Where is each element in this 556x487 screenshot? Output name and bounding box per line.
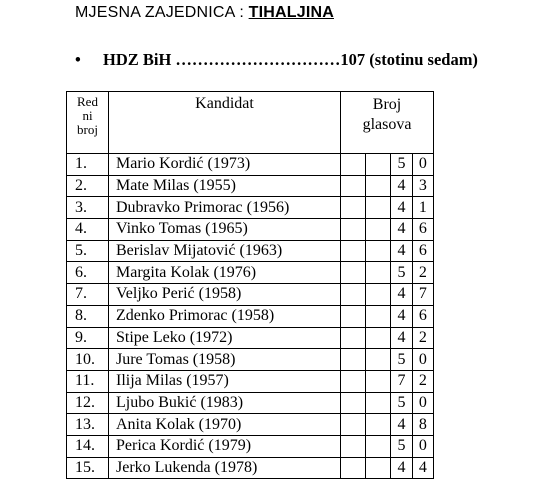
header-red-line-3: broj [77, 122, 98, 137]
empty-digit-cell [341, 305, 366, 327]
empty-digit-cell [341, 154, 366, 176]
table-row [67, 327, 434, 349]
candidate-name: Perica Kordić (1979) [109, 435, 341, 457]
candidate-name: Ilija Milas (1957) [109, 370, 341, 392]
votes-digit-units: 6 [412, 219, 433, 241]
empty-digit-cell [341, 284, 366, 306]
empty-digit-cell [341, 392, 366, 414]
table-row [67, 154, 434, 176]
table-row [67, 435, 434, 457]
party-result-text: HDZ BiH …………………………107 (stotinu sedam) [103, 50, 478, 69]
votes-digit-units: 0 [412, 349, 433, 371]
empty-digit-cell [366, 197, 391, 219]
table-header-row [67, 92, 434, 154]
table-row [67, 197, 434, 219]
empty-digit-cell [341, 219, 366, 241]
empty-digit-cell [366, 392, 391, 414]
table-row [67, 349, 434, 371]
candidate-name: Anita Kolak (1970) [109, 414, 341, 436]
votes-digit-tens: 4 [391, 219, 412, 241]
empty-digit-cell [366, 219, 391, 241]
table-row [67, 262, 434, 284]
empty-digit-cell [366, 154, 391, 176]
table-row [67, 284, 434, 306]
votes-digit-tens: 5 [391, 435, 412, 457]
empty-digit-cell [366, 457, 391, 479]
empty-digit-cell [366, 262, 391, 284]
empty-digit-cell [366, 305, 391, 327]
header-red-ni-broj [67, 92, 109, 154]
header-red-line-1: Red [77, 94, 98, 109]
empty-digit-cell [341, 435, 366, 457]
votes-digit-units: 2 [412, 327, 433, 349]
table-row [67, 392, 434, 414]
empty-digit-cell [341, 370, 366, 392]
candidate-name: Dubravko Primorac (1956) [109, 197, 341, 219]
table-row [67, 219, 434, 241]
votes-digit-units: 3 [412, 175, 433, 197]
row-number: 9. [67, 327, 109, 349]
header-broj-glasova [341, 92, 434, 154]
votes-digit-units: 1 [412, 197, 433, 219]
candidate-name: Mate Milas (1955) [109, 175, 341, 197]
header-kandidat: Kandidat [109, 92, 341, 154]
votes-digit-units: 2 [412, 262, 433, 284]
empty-digit-cell [366, 327, 391, 349]
votes-digit-tens: 4 [391, 305, 412, 327]
candidate-name: Vinko Tomas (1965) [109, 219, 341, 241]
votes-digit-units: 7 [412, 284, 433, 306]
candidate-name: Mario Kordić (1973) [109, 154, 341, 176]
row-number: 8. [67, 305, 109, 327]
header-broj-line-1: Broj [372, 96, 402, 113]
bullet-icon: • [75, 50, 81, 69]
table-row [67, 457, 434, 479]
row-number: 1. [67, 154, 109, 176]
empty-digit-cell [366, 370, 391, 392]
empty-digit-cell [366, 175, 391, 197]
row-number: 13. [67, 414, 109, 436]
empty-digit-cell [341, 349, 366, 371]
heading-place: TIHALJINA [248, 4, 334, 21]
votes-digit-units: 4 [412, 457, 433, 479]
votes-digit-tens: 4 [391, 457, 412, 479]
candidate-name: Ljubo Bukić (1983) [109, 392, 341, 414]
empty-digit-cell [366, 349, 391, 371]
votes-digit-tens: 4 [391, 240, 412, 262]
votes-digit-units: 0 [412, 154, 433, 176]
candidate-votes-table [66, 91, 434, 479]
empty-digit-cell [341, 457, 366, 479]
row-number: 10. [67, 349, 109, 371]
empty-digit-cell [341, 262, 366, 284]
candidate-name: Berislav Mijatović (1963) [109, 240, 341, 262]
empty-digit-cell [366, 414, 391, 436]
candidate-name: Jerko Lukenda (1978) [109, 457, 341, 479]
votes-digit-tens: 4 [391, 414, 412, 436]
empty-digit-cell [341, 175, 366, 197]
votes-digit-tens: 4 [391, 327, 412, 349]
candidate-name: Margita Kolak (1976) [109, 262, 341, 284]
votes-digit-tens: 5 [391, 349, 412, 371]
votes-digit-units: 0 [412, 435, 433, 457]
row-number: 3. [67, 197, 109, 219]
votes-digit-units: 6 [412, 305, 433, 327]
votes-digit-tens: 4 [391, 284, 412, 306]
row-number: 4. [67, 219, 109, 241]
document-heading [75, 4, 334, 22]
table-row [67, 175, 434, 197]
candidate-name: Veljko Perić (1958) [109, 284, 341, 306]
table-row [67, 414, 434, 436]
empty-digit-cell [366, 284, 391, 306]
row-number: 12. [67, 392, 109, 414]
row-number: 6. [67, 262, 109, 284]
row-number: 7. [67, 284, 109, 306]
party-result-line [75, 50, 478, 70]
votes-digit-tens: 5 [391, 154, 412, 176]
votes-digit-units: 2 [412, 370, 433, 392]
empty-digit-cell [341, 197, 366, 219]
empty-digit-cell [341, 240, 366, 262]
votes-digit-tens: 5 [391, 262, 412, 284]
header-broj-line-2: glasova [362, 116, 412, 133]
votes-digit-units: 0 [412, 392, 433, 414]
candidate-name: Zdenko Primorac (1958) [109, 305, 341, 327]
empty-digit-cell [341, 327, 366, 349]
votes-digit-tens: 4 [391, 175, 412, 197]
table-row [67, 370, 434, 392]
row-number: 14. [67, 435, 109, 457]
row-number: 5. [67, 240, 109, 262]
row-number: 15. [67, 457, 109, 479]
header-red-line-2: ni [82, 108, 93, 123]
votes-digit-tens: 7 [391, 370, 412, 392]
candidate-name: Stipe Leko (1972) [109, 327, 341, 349]
empty-digit-cell [366, 240, 391, 262]
heading-prefix: MJESNA ZAJEDNICA : [75, 4, 249, 21]
empty-digit-cell [341, 414, 366, 436]
votes-digit-tens: 4 [391, 197, 412, 219]
table-row [67, 240, 434, 262]
table-row [67, 305, 434, 327]
empty-digit-cell [366, 435, 391, 457]
votes-digit-units: 8 [412, 414, 433, 436]
candidate-name: Jure Tomas (1958) [109, 349, 341, 371]
votes-digit-tens: 5 [391, 392, 412, 414]
row-number: 11. [67, 370, 109, 392]
row-number: 2. [67, 175, 109, 197]
votes-digit-units: 6 [412, 240, 433, 262]
